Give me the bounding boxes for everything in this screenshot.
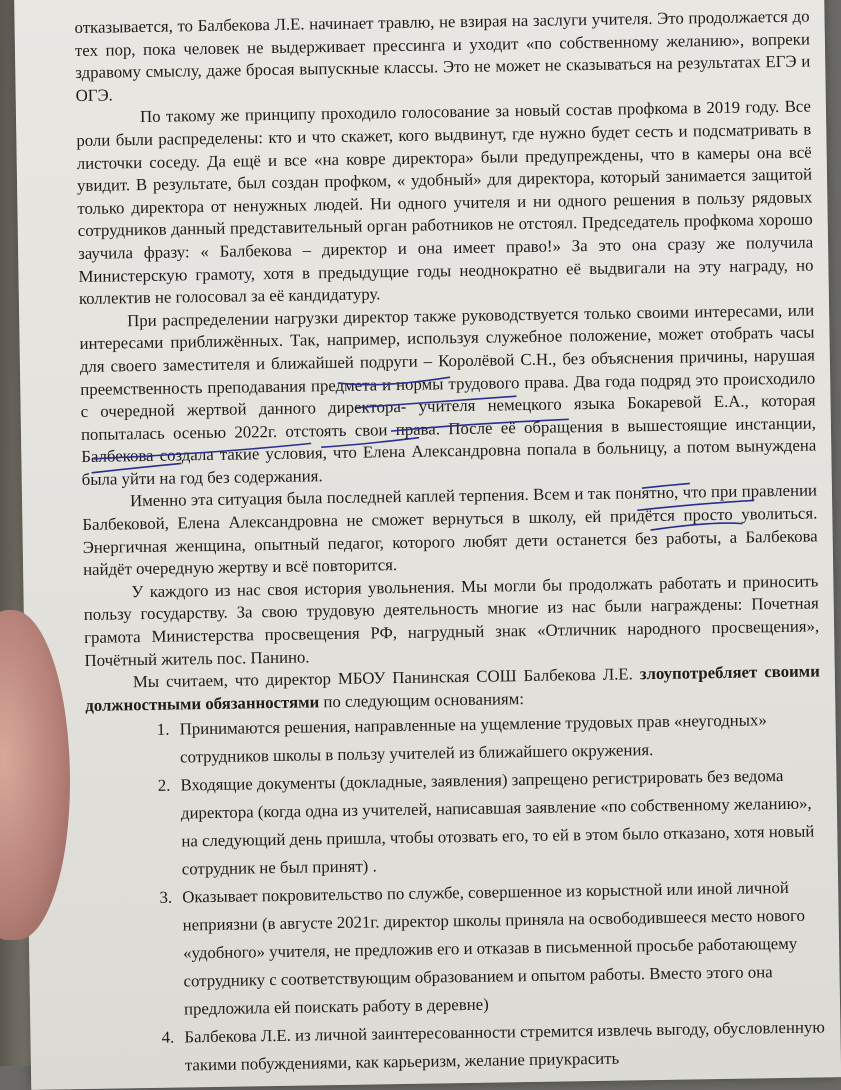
document-page — [14, 0, 841, 1090]
list-item: 1. Принимаются решения, направленные на ущемление трудовых прав «неугодных» сотрудников школы в пользу учителей из ближайшего окружения. — [173, 706, 821, 772]
paragraph-4: Именно эта ситуация была последней каплей терпения. Всем и так понятно, что при правлении Балбековой, Елена Александровна не сможет вернуться в школу, ей придётся просто уволиться. Энергичная женщина, опытный педагог, которого любят дети останется без работы, а Балбекова найдёт очередную жертву и всё повторится. — [82, 480, 818, 580]
grounds-list — [85, 706, 826, 1082]
paragraph-2: По такому же принципу проходило голосование за новый состав профкома в 2019 году. Все роли были распределены: кто и что скажет, кого выдвинут, где нужно будет сесть и подсматривать в листочки соседу. Да ещё и все «на ковре директора» были предупреждены, что в камеры она всё увидит. В результате, был создан профком, « удобный» для директора, который занимается защитой только директора от ненужных людей. Ни одного учителя и ни одного решения в пользу рядовых сотрудников данный представительный орган работников не отстоял. Председатель профкома хорошо заучила фразу: « Балбекова – директор и она имеет право!» За это она сразу же получила Министерскую грамоту, хотя в предыдущие годы неоднократно её выдвигали на эту награду, но коллектив не голосовал за её кандидатуру. — [76, 96, 814, 309]
statement-bold: злоупотребляет своими должностными обязанностями — [85, 661, 820, 715]
list-item: 2. Входящие документы (докладные, заявления) запрещено регистрировать без ведома директора (когда одна из учителей, написавшая заявление «по собственному желанию», на следующий день пришла, чтобы отозвать его, то ей в этом было отказано, хотя новый сотрудник не был принят) . — [174, 762, 823, 884]
paragraph-1: отказывается, то Балбекова Л.Е. начинает травлю, не взирая на заслуги учителя. Это продолжается до тех пор, пока человек не выдерживает прессинга и уходит «по собственному желанию», вопреки здравому смыслу, даже бросая выпускные классы. Это не может не сказываться на результатах ЕГЭ и ОГЭ. — [74, 6, 811, 105]
document-text — [74, 6, 826, 1082]
list-item: 4. Балбекова Л.Е. из личной заинтересованности стремится извлечь выгоду, обусловленную такими побуждениями, как карьеризм, желание приукрасить — [178, 1014, 826, 1080]
statement-intro: Мы считаем, что директор МБОУ Панинская СОШ Балбекова Л.Е. — [132, 664, 640, 692]
paragraph-5: У каждого из нас своя история увольнения. Мы могли бы продолжать работать и приносить пользу государству. За свою трудовую деятельность многие из нас были награждены: Почетная грамота Министерства просвещения РФ, нагрудный знак «Отличник народного просвещения», Почётный житель пос. Панино. — [83, 571, 820, 670]
statement-outro: по следующим основаниям: — [319, 688, 525, 712]
list-item: 3. Оказывает покровительство по службе, совершенное из корыстной или иной личной неприязни (в августе 2021г. директор школы приняла на освободившееся место нового «удобного» учителя, не предложив его и отказав в письменной просьбе работающему сотруднику с соответствующим образованием и опытом работы. Вместо этого она предложила ей поискать работу в деревне) — [176, 874, 825, 1024]
paragraph-3: При распределении нагрузки директор также руководствуется только своими интересами, или интересами приближённых. Так, например, используя служебное положение, может отобрать часы для своего заместителя и ближайшей подруги – Королёвой С.Н., без объяснения причины, нарушая преемственность преподавания предмета и нормы трудового права. Два года подряд это происходило с очередной жертвой данного директора- учителя немецкого языка Бокаревой Е.А., которая попыталась осенью 2022г. отстоять свои права. После её обращения в вышестоящие инстанции, Балбекова создала такие условия, что Елена Александровна попала в больницу, а потом вынуждена была уйти на год без содержания. — [79, 300, 817, 489]
